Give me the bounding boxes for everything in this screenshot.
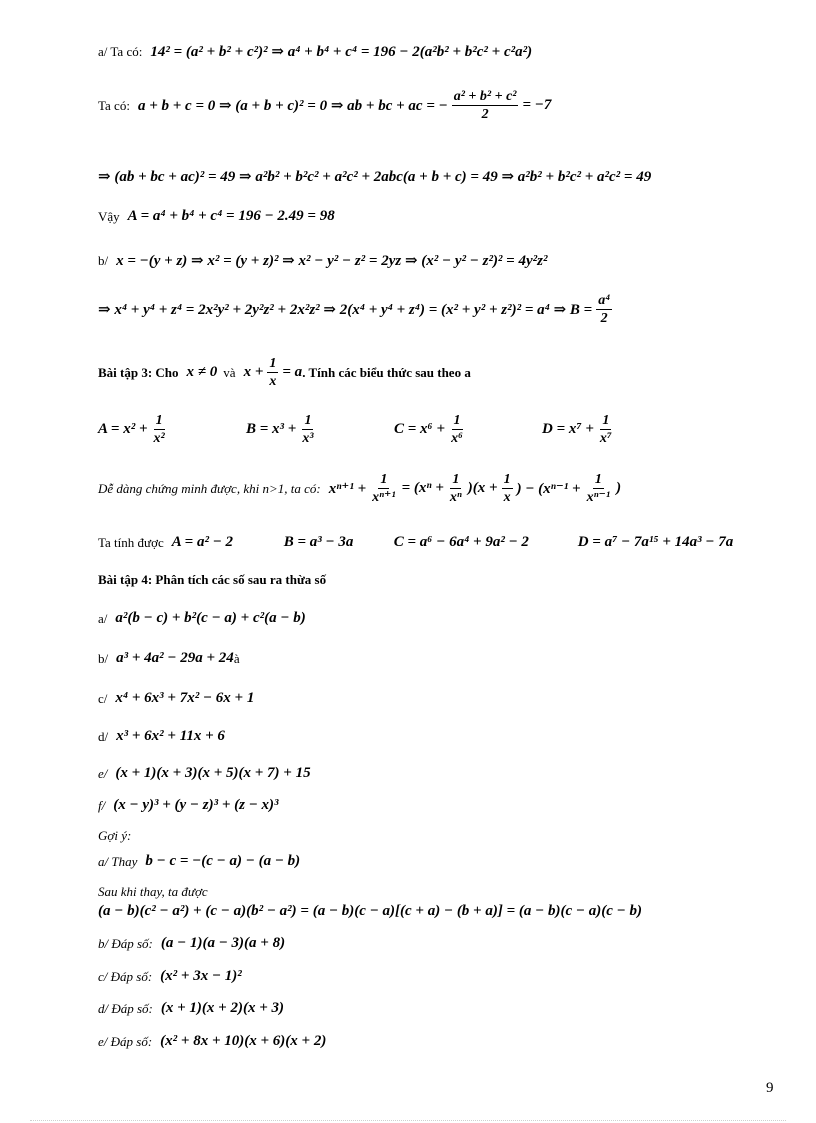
line-factorization <box>98 903 642 920</box>
fraction <box>502 471 513 506</box>
result-A: A = a² − 2 <box>171 534 234 550</box>
equation: 14² = (a² + b² + c²)² ⇒ a⁴ + b⁴ + c⁴ = 196 − 2(a²b² + b²c² + c²a²) <box>150 44 533 60</box>
line-answer-b <box>98 935 285 952</box>
equation: (x − y)³ + (y − z)³ + (z − x)³ <box>113 797 279 813</box>
fraction-denominator: 2 <box>481 107 489 122</box>
footer-divider <box>30 1120 786 1121</box>
expr-5: ) <box>616 480 622 496</box>
line-hint <box>98 828 139 844</box>
fraction <box>152 412 167 447</box>
def-C <box>394 412 542 447</box>
equation: (x² + 3x − 1)² <box>160 968 242 984</box>
line-4c <box>98 690 254 707</box>
fraction-denominator: x⁷ <box>599 431 612 446</box>
fraction-numerator: 1 <box>503 472 511 487</box>
equation: x⁴ + 6x³ + 7x² − 6x + 1 <box>115 690 255 706</box>
fraction-numerator: 1 <box>602 413 610 428</box>
equation: a²(b − c) + b²(c − a) + c²(a − b) <box>115 610 306 626</box>
equation: (x² + 8x + 10)(x + 6)(x + 2) <box>160 1033 327 1049</box>
label: Vậy <box>98 208 120 224</box>
fraction-numerator: 1 <box>452 472 460 487</box>
fraction-numerator: 1 <box>304 413 312 428</box>
fraction <box>452 88 519 123</box>
line-6 <box>98 292 616 327</box>
fraction-denominator: x³ <box>302 431 314 446</box>
label: c/ <box>98 690 108 706</box>
equation: a³ + 4a² − 29a + 24 <box>116 650 234 666</box>
fraction-numerator: a² + b² + c² <box>453 89 517 104</box>
fraction-denominator: x⁶ <box>451 431 463 446</box>
fraction-denominator: 2 <box>600 311 608 326</box>
exercise-heading: Bài tập 3: Cho <box>98 364 179 380</box>
expr-eq: = a <box>282 364 303 380</box>
line-4d <box>98 728 225 745</box>
page-number: 9 <box>766 1080 774 1096</box>
def-A <box>98 412 246 447</box>
fraction-numerator: 1 <box>380 472 388 487</box>
suffix: à <box>233 650 240 666</box>
label: a/ Thay <box>98 853 138 869</box>
fraction-numerator: a⁴ <box>598 293 611 308</box>
label: c/ Đáp số: <box>98 968 153 984</box>
expr-4: ) − (xⁿ⁻¹ + <box>516 481 581 497</box>
line-answer-c <box>98 968 242 985</box>
connector: và <box>223 364 236 380</box>
label: b/ <box>98 650 109 666</box>
expr-2: = (xⁿ + <box>401 480 444 496</box>
fraction-denominator: x <box>269 374 277 389</box>
line-identity <box>98 471 621 506</box>
fraction-denominator: xⁿ⁻¹ <box>586 490 611 505</box>
line-defs <box>98 412 618 447</box>
equation: x = −(y + z) ⇒ x² = (y + z)² ⇒ x² − y² − z² = 2yz ⇒ (x² − y² − z²)² = 4y²z² <box>116 253 548 269</box>
label: d/ Đáp số: <box>98 1000 153 1016</box>
line-4e <box>98 765 311 782</box>
equation: ⇒ x⁴ + y⁴ + z⁴ = 2x²y² + 2y²z² + 2x²z² ⇒ 2(x⁴ + y⁴ + z⁴) = (x² + y² + z²)² = a⁴ ⇒ B = <box>98 302 593 318</box>
equation: x³ + 6x² + 11x + 6 <box>116 728 225 744</box>
line-results <box>98 534 733 551</box>
fraction <box>448 471 464 506</box>
line-2 <box>98 88 551 123</box>
fraction-denominator: x <box>503 490 511 505</box>
fraction <box>585 471 612 506</box>
label: Sau khi thay, ta được <box>98 884 208 899</box>
task-text: . Tính các biểu thức sau theo a <box>302 364 471 380</box>
fraction-numerator: 1 <box>269 356 277 371</box>
label: d/ <box>98 728 109 744</box>
fraction <box>598 412 614 447</box>
label: Ta có: <box>98 97 130 113</box>
label: a/ <box>98 610 108 626</box>
fraction <box>267 355 278 390</box>
fraction-denominator: xⁿ⁺¹ <box>372 490 396 505</box>
def-D-expr: D = x⁷ + <box>542 421 594 437</box>
fraction-numerator: 1 <box>594 472 602 487</box>
fraction <box>449 412 465 447</box>
line-5 <box>98 251 547 270</box>
label: Ta tính được <box>98 534 164 550</box>
def-B-expr: B = x³ + <box>246 421 297 437</box>
equation: (x + 1)(x + 3)(x + 5)(x + 7) + 15 <box>115 765 311 781</box>
equation: (a − b)(c² − a²) + (c − a)(b² − a²) = (a − b)(c − a)[(c + a) − (b + a)] = (a − b)(c − a)(c − b) <box>98 903 642 919</box>
line-answer-e <box>98 1033 326 1050</box>
fraction-numerator: 1 <box>155 413 163 428</box>
result-C: C = a⁶ − 6a⁴ + 9a² − 2 <box>393 534 529 550</box>
line-1a <box>98 42 532 61</box>
line-3 <box>98 167 651 186</box>
fraction-denominator: x² <box>153 431 165 446</box>
expr-1: xⁿ⁺¹ + <box>328 481 367 497</box>
line-4 <box>98 208 335 225</box>
line-exercise-3 <box>98 355 479 390</box>
label: b/ Đáp số: <box>98 935 153 951</box>
equation-tail: = −7 <box>522 97 552 113</box>
exercise-heading: Bài tập 4: Phân tích các số sau ra thừa số <box>98 572 327 587</box>
line-hint-a <box>98 853 300 870</box>
label: a/ Ta có: <box>98 43 143 59</box>
expr-3: )(x + <box>467 480 498 496</box>
def-B <box>246 412 394 447</box>
label: e/ <box>98 765 108 781</box>
def-C-expr: C = x⁶ + <box>394 421 446 437</box>
fraction-numerator: 1 <box>453 413 461 428</box>
equation: A = a⁴ + b⁴ + c⁴ = 196 − 2.49 = 98 <box>127 208 335 224</box>
line-4a <box>98 610 306 627</box>
line-4b <box>98 650 248 667</box>
def-D <box>542 412 618 447</box>
label: Dễ dàng chứng minh được, khi n>1, ta có: <box>98 480 321 496</box>
label: e/ Đáp số: <box>98 1033 153 1049</box>
label: b/ <box>98 252 109 268</box>
expr: x + <box>243 364 264 380</box>
label: f/ <box>98 797 106 813</box>
fraction-denominator: xⁿ <box>449 490 462 505</box>
condition: x ≠ 0 <box>186 364 218 380</box>
hint-heading: Gợi ý: <box>98 828 132 843</box>
equation: (x + 1)(x + 2)(x + 3) <box>160 1000 285 1016</box>
line-after-sub <box>98 884 216 900</box>
def-A-expr: A = x² + <box>98 421 148 437</box>
equation: b − c = −(c − a) − (a − b) <box>145 853 301 869</box>
line-4f <box>98 797 279 814</box>
line-answer-d <box>98 1000 284 1017</box>
line-exercise-4 <box>98 572 334 588</box>
equation: ⇒ (ab + bc + ac)² = 49 ⇒ a²b² + b²c² + a²c² + 2abc(a + b + c) = 49 ⇒ a²b² + b²c² + a²c² = 49 <box>98 169 652 185</box>
equation: (a − 1)(a − 3)(a + 8) <box>160 935 286 951</box>
equation: a + b + c = 0 ⇒ (a + b + c)² = 0 ⇒ ab + bc + ac = − <box>137 98 448 114</box>
result-B: B = a³ − 3a <box>283 534 354 550</box>
fraction <box>300 412 315 447</box>
fraction <box>370 471 397 506</box>
result-D: D = a⁷ − 7a¹⁵ + 14a³ − 7a <box>577 534 734 550</box>
fraction <box>596 292 612 327</box>
